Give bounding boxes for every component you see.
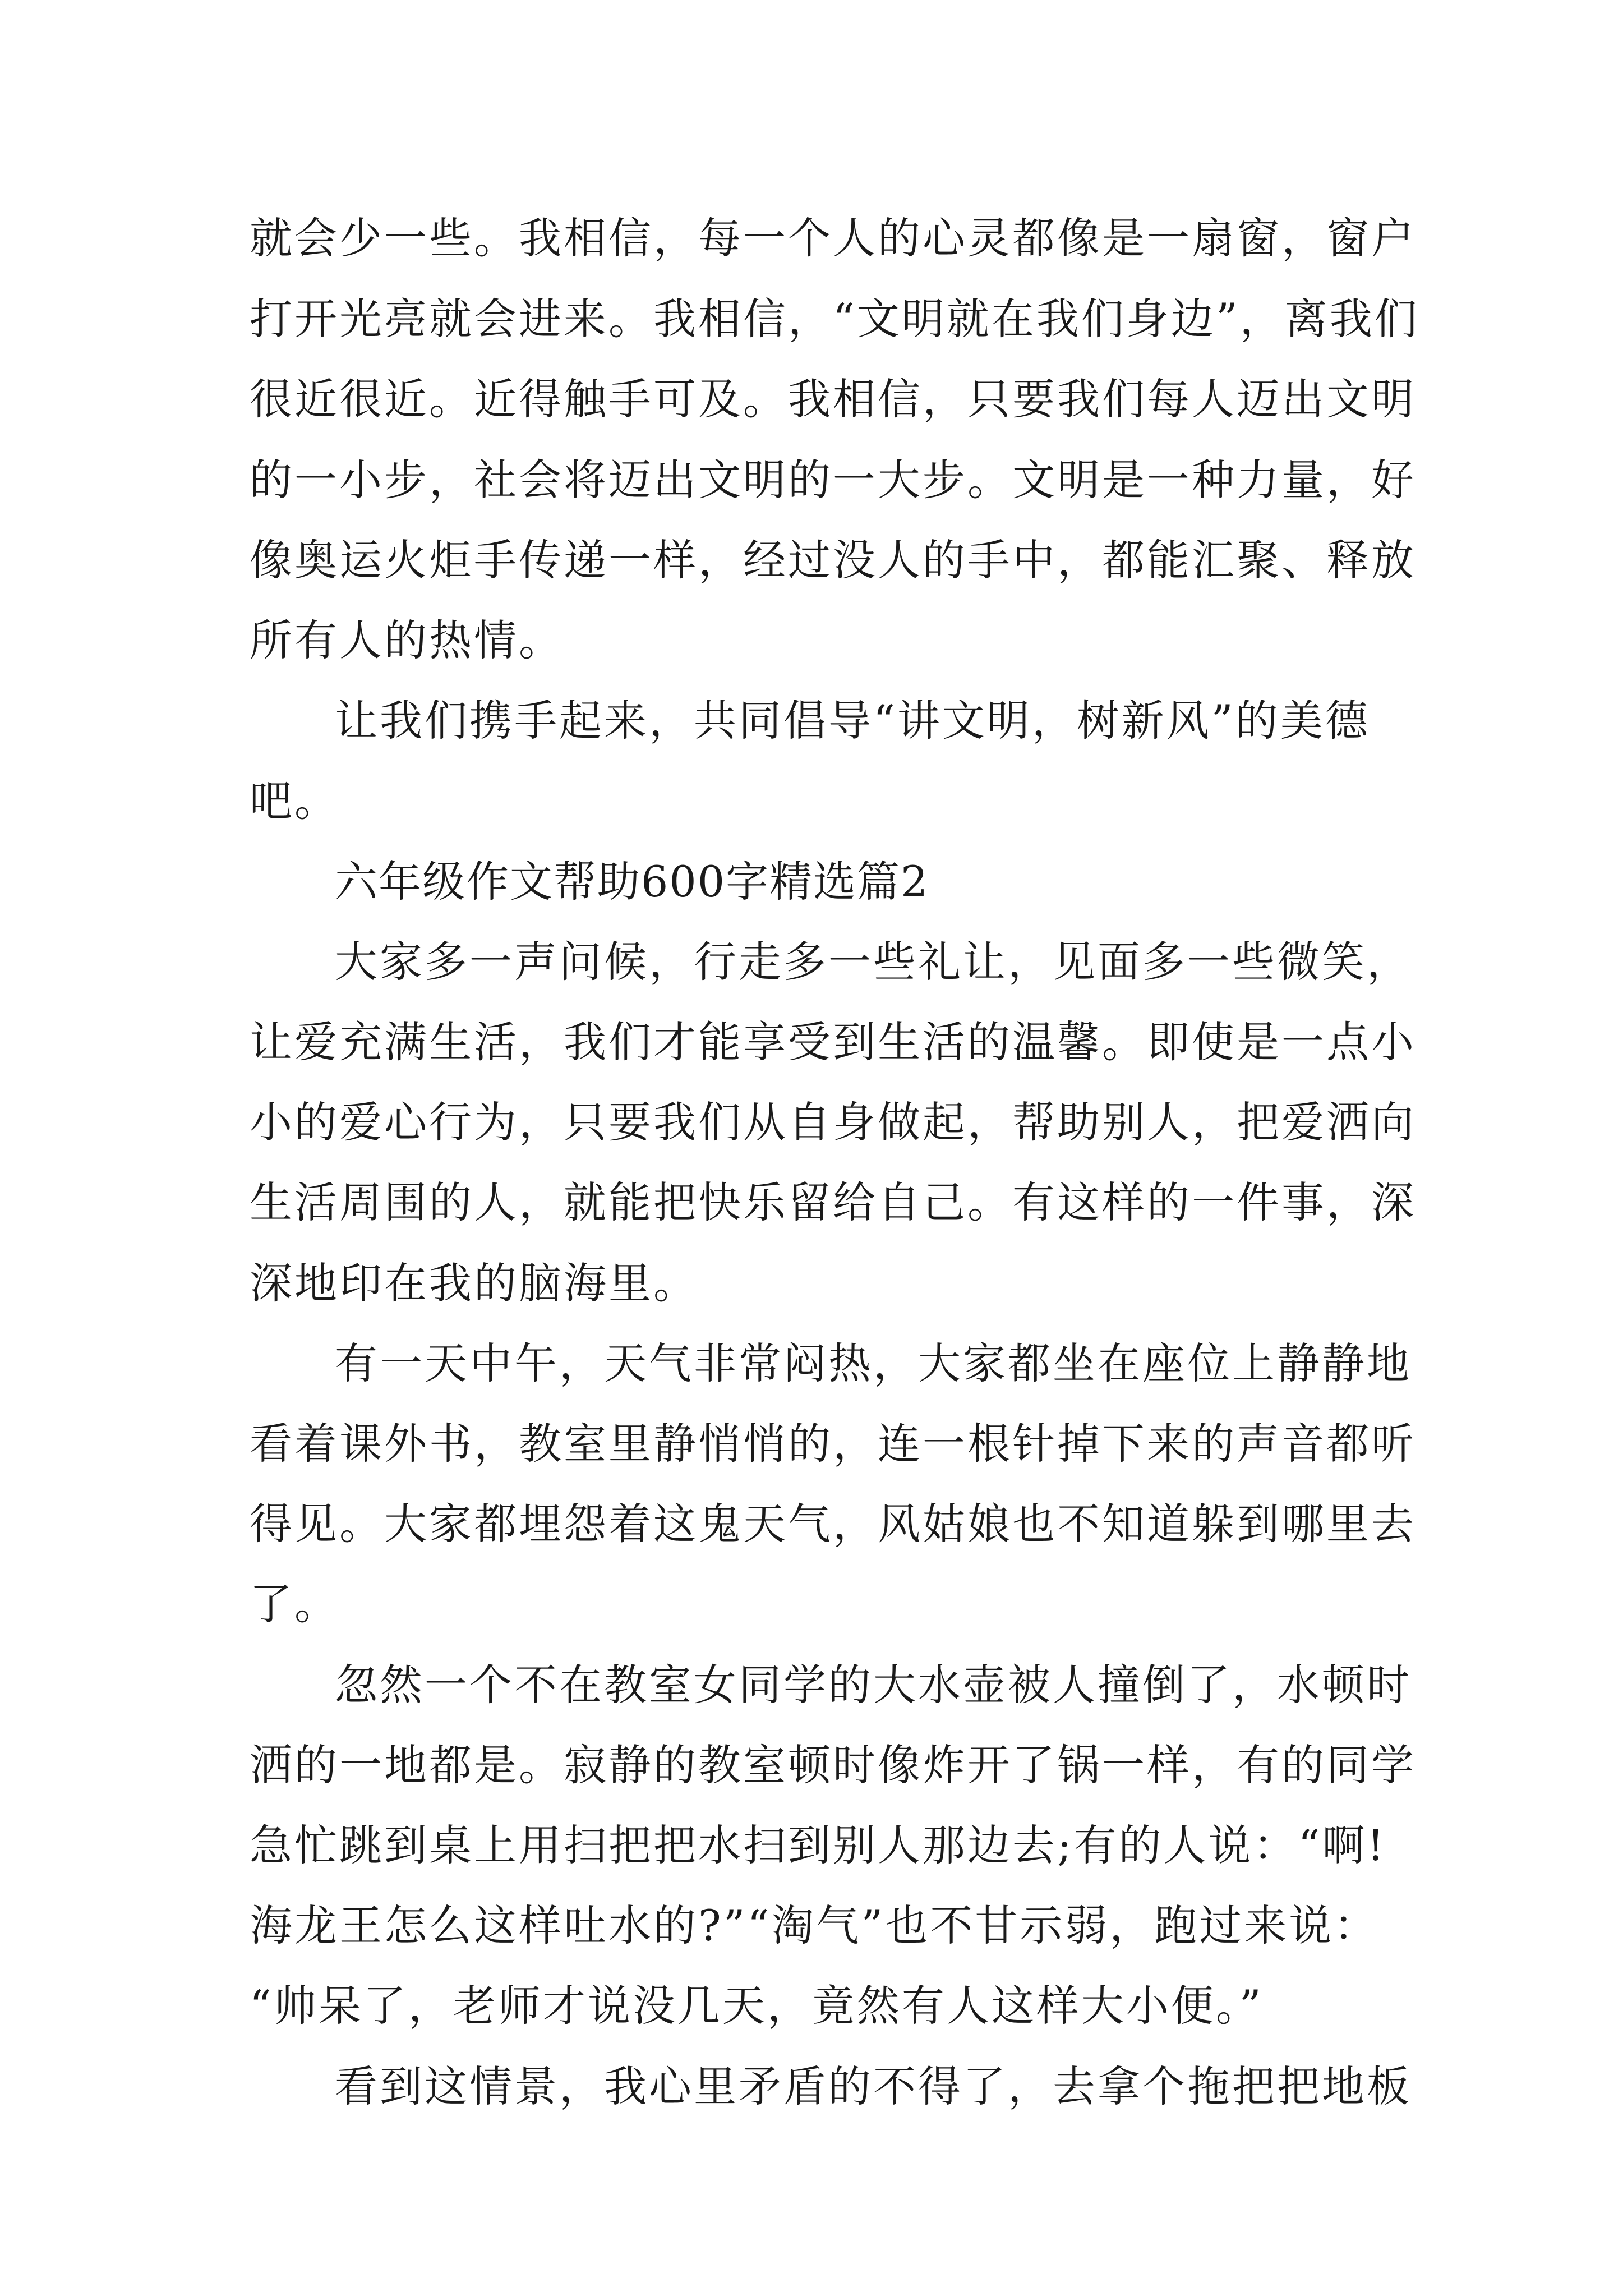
text-line: 看着课外书，教室里静悄悄的，连一根针掉下来的声音都听 xyxy=(250,1419,1416,1469)
text-line: “帅呆了，老师才说没几天，竟然有人这样大小便。” xyxy=(250,1981,1264,2031)
text-line: 所有人的热情。 xyxy=(250,615,564,665)
text-line: 打开光亮就会进来。我相信，“文明就在我们身边”，离我们 xyxy=(250,294,1419,344)
text-line: 急忙跳到桌上用扫把把水扫到别人那边去;有的人说：“啊! xyxy=(250,1820,1386,1870)
text-line: 了。 xyxy=(250,1579,339,1629)
text-line: 让我们携手起来，共同倡导“讲文明，树新风”的美德 xyxy=(335,696,1370,746)
text-line: 很近很近。近得触手可及。我相信，只要我们每人迈出文明 xyxy=(250,374,1416,424)
text-line: 看到这情景，我心里矛盾的不得了，去拿个拖把把地板 xyxy=(335,2062,1412,2111)
text-line: 得见。大家都埋怨着这鬼天气，风姑娘也不知道躲到哪里去 xyxy=(250,1499,1416,1549)
text-line: 有一天中午，天气非常闷热，大家都坐在座位上静静地 xyxy=(335,1338,1412,1388)
text-line: 像奥运火炬手传递一样，经过没人的手中，都能汇聚、释放 xyxy=(250,535,1416,585)
text-line: 的一小步，社会将迈出文明的一大步。文明是一种力量，好 xyxy=(250,455,1416,505)
text-line: 深地印在我的脑海里。 xyxy=(250,1258,698,1308)
text-line: 小的爱心行为，只要我们从自身做起，帮助别人，把爱洒向 xyxy=(250,1097,1416,1147)
text-line: 洒的一地都是。寂静的教室顿时像炸开了锅一样，有的同学 xyxy=(250,1740,1416,1790)
text-line: 大家多一声问候，行走多一些礼让，见面多一些微笑， xyxy=(335,937,1412,987)
text-line: 海龙王怎么这样吐水的?”“淘气”也不甘示弱，跑过来说： xyxy=(250,1901,1379,1950)
text-line: 吧。 xyxy=(250,776,339,826)
text-line: 忽然一个不在教室女同学的大水壶被人撞倒了，水顿时 xyxy=(335,1660,1412,1710)
section-title: 六年级作文帮助600字精选篇2 xyxy=(335,857,929,907)
text-line: 让爱充满生活，我们才能享受到生活的温馨。即使是一点小 xyxy=(250,1017,1416,1067)
text-line: 生活周围的人，就能把快乐留给自己。有这样的一件事，深 xyxy=(250,1177,1416,1227)
text-line: 就会少一些。我相信，每一个人的心灵都像是一扇窗，窗户 xyxy=(250,213,1416,263)
